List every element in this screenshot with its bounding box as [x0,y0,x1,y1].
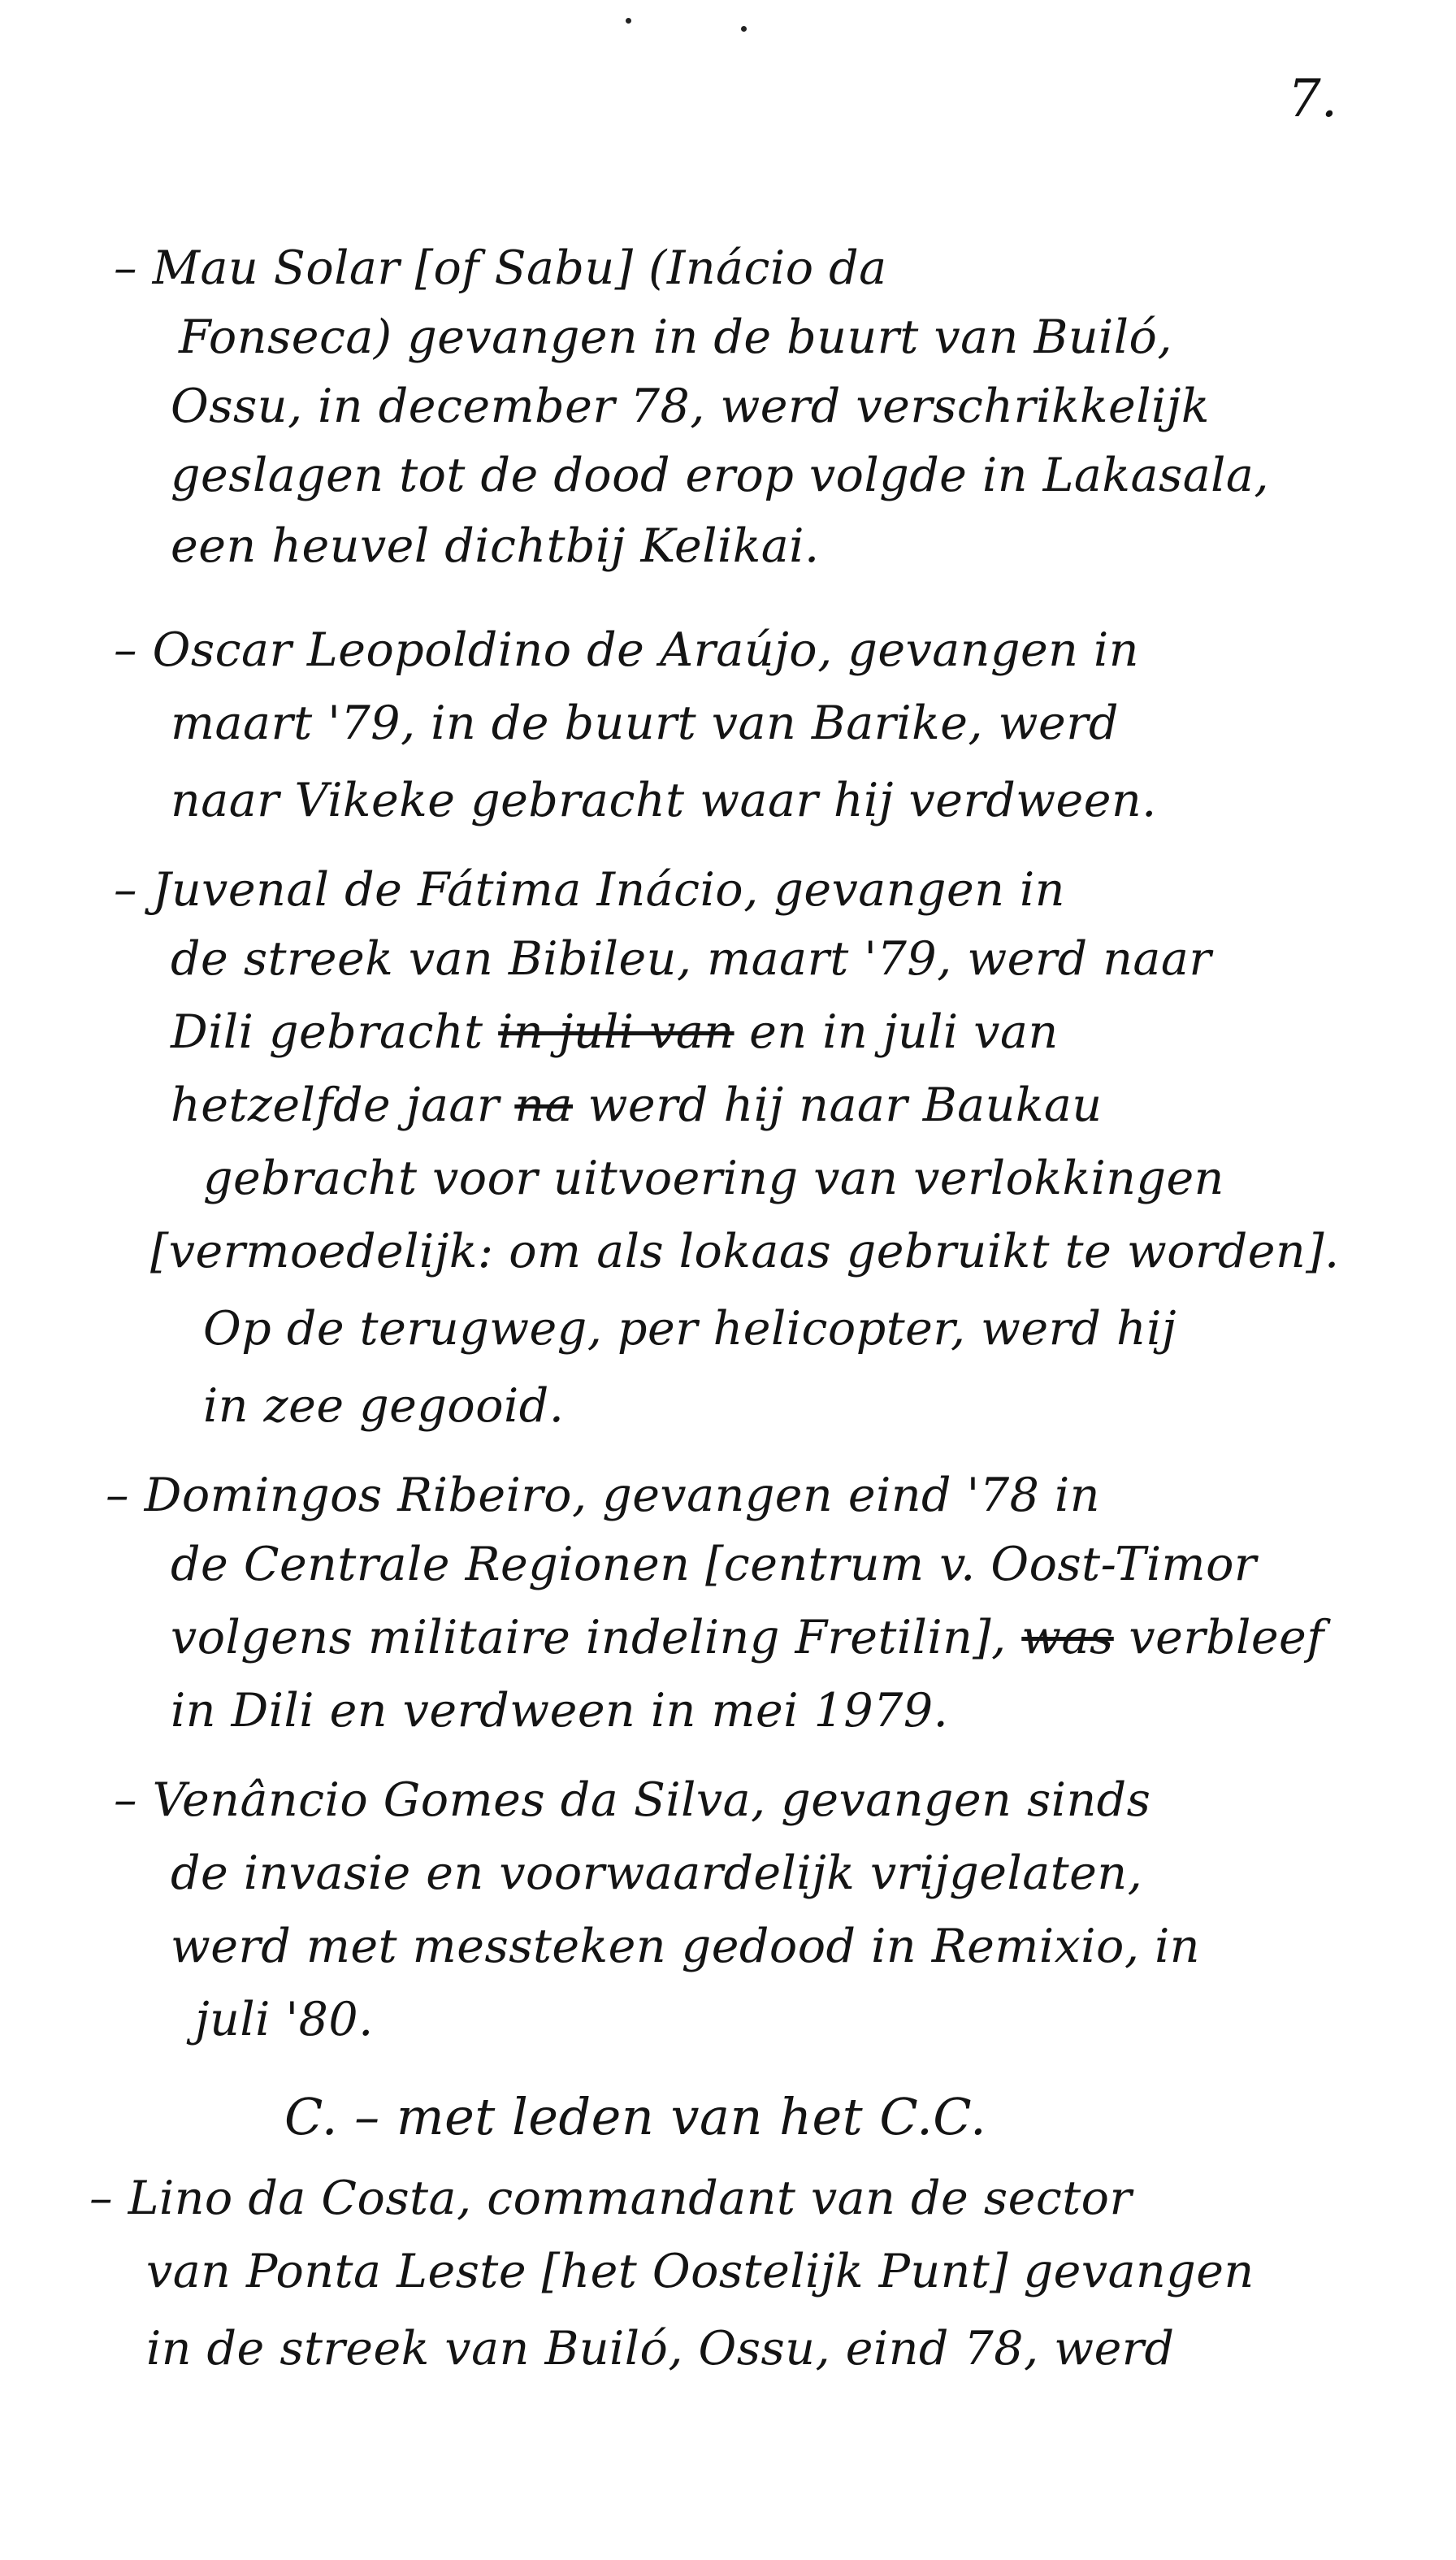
line-text: verbleef [1129,1611,1324,1664]
line-text: hetzelfde jaar [171,1078,500,1132]
scan-speck [741,26,747,32]
text-line: Fonseca) gevangen in de buurt van Builó, [179,310,1172,364]
text-line: – Juvenal de Fátima Inácio, gevangen in [114,863,1065,917]
text-line: juli '80. [195,1993,374,2046]
text-line: – Venâncio Gomes da Silva, gevangen sinds [114,1773,1151,1827]
text-line [171,1073,1103,1138]
struck-text: was [1021,1611,1114,1664]
text-line [171,1000,1059,1065]
text-line: geslagen tot de dood erop volgde in Lakasala, [171,449,1270,502]
text-line: – Oscar Leopoldino de Araújo, gevangen in [114,623,1139,677]
text-line: naar Vikeke gebracht waar hij verdween. [171,774,1157,827]
text-line: de invasie en voorwaardelijk vrijgelaten, [171,1846,1143,1900]
page-number: 7. [1288,69,1338,129]
text-line: in de streek van Builó, Ossu, eind 78, werd [146,2322,1175,2376]
text-line: Ossu, in december 78, werd verschrikkelijk [171,380,1210,433]
text-line: maart '79, in de buurt van Barike, werd [171,696,1119,750]
line-text: Dili gebracht [171,1005,483,1059]
line-text: werd hij naar Baukau [587,1078,1103,1132]
text-line: – Mau Solar [of Sabu] (Inácio da [114,241,887,295]
line-text: en in juli van [749,1005,1059,1059]
struck-text: na [514,1078,573,1132]
text-line: een heuvel dichtbij Kelikai. [171,519,820,573]
text-line [171,1605,1324,1670]
text-line: van Ponta Leste [het Oostelijk Punt] gevangen [146,2245,1254,2298]
text-line: [vermoedelijk: om als lokaas gebruikt te worden]. [150,1225,1340,1278]
text-line: in zee gegooid. [203,1379,565,1433]
text-line: werd met messteken gedood in Remixio, in [171,1920,1201,1973]
line-text: volgens militaire indeling Fretilin], [171,1611,1007,1664]
text-line: in Dili en verdween in mei 1979. [171,1684,949,1738]
text-line: de streek van Bibileu, maart '79, werd naar [171,932,1212,986]
section-heading: C. – met leden van het C.C. [284,2087,987,2146]
text-line: Op de terugweg, per helicopter, werd hij [203,1302,1177,1356]
scan-speck [626,18,631,24]
text-line: – Domingos Ribeiro, gevangen eind '78 in [106,1469,1100,1522]
text-line: – Lino da Costa, commandant van de sector [89,2172,1133,2225]
struck-text: in juli van [498,1005,734,1059]
text-line: gebracht voor uitvoering van verlokkingen [203,1152,1224,1205]
text-line: de Centrale Regionen [centrum v. Oost-Timor [171,1538,1257,1591]
